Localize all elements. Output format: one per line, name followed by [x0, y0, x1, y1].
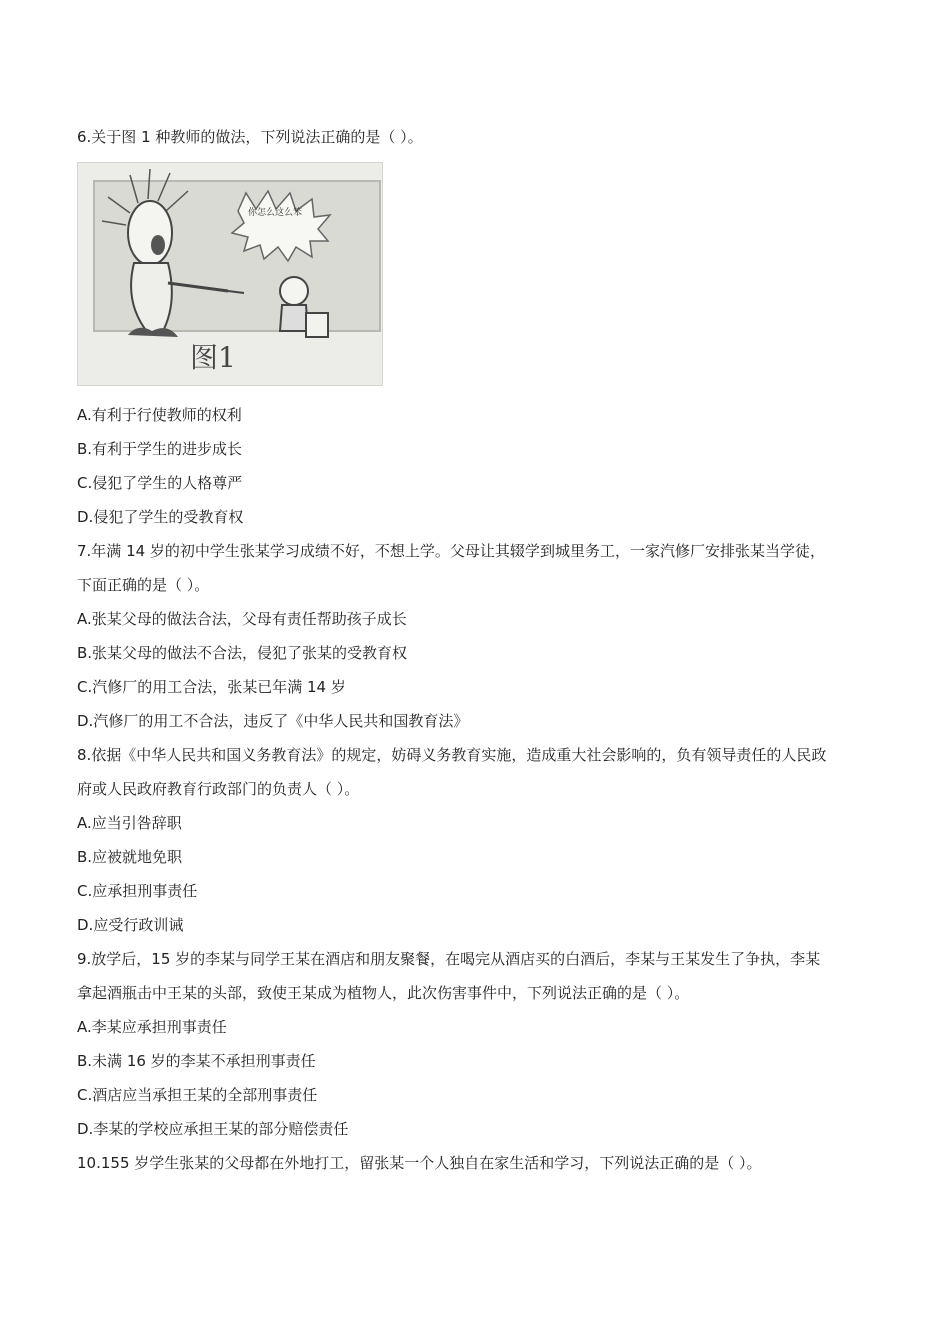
- question-7-stem-line-1: 7.年满 14 岁的初中学生张某学习成绩不好，不想上学。父母让其辍学到城里务工，一家汽修厂安排张某当学徒，: [77, 542, 825, 560]
- question-8-stem-line-2: 府或人民政府教育行政部门的负责人（ ）。: [77, 780, 360, 798]
- question-7-option-c: C.汽修厂的用工合法，张某已年满 14 岁: [77, 678, 346, 696]
- question-8-option-b: B.应被就地免职: [77, 848, 183, 866]
- question-6-stem: 6.关于图 1 种教师的做法，下列说法正确的是（ ）。: [77, 128, 423, 146]
- question-10-stem: 10.155 岁学生张某的父母都在外地打工，留张某一个人独自在家生活和学习，下列说法正确的是（ ）。: [77, 1154, 762, 1172]
- question-7-option-b: B.张某父母的做法不合法，侵犯了张某的受教育权: [77, 644, 408, 662]
- question-list: [77, 120, 887, 1180]
- question-9-stem-line-2: 拿起酒瓶击中王某的头部，致使王某成为植物人，此次伤害事件中，下列说法正确的是（ ）。: [77, 984, 690, 1002]
- question-8-option-d: D.应受行政训诫: [77, 916, 184, 934]
- question-9-option-a: A.李某应承担刑事责任: [77, 1018, 227, 1036]
- question-9-option-d: D.李某的学校应承担王某的部分赔偿责任: [77, 1120, 349, 1138]
- question-6-option-d: D.侵犯了学生的受教育权: [77, 508, 244, 526]
- question-8-option-c: C.应承担刑事责任: [77, 882, 198, 900]
- question-8-option-a: A.应当引咎辞职: [77, 814, 182, 832]
- figure-1-cartoon: [77, 162, 383, 386]
- question-6-option-b: B.有利于学生的进步成长: [77, 440, 243, 458]
- question-6-option-c: C.侵犯了学生的人格尊严: [77, 474, 243, 492]
- figure-caption: 图1: [190, 341, 236, 374]
- speech-bubble-text: 你怎么这么笨: [248, 208, 303, 218]
- question-7-stem-line-2: 下面正确的是（ ）。: [77, 576, 210, 594]
- question-9-option-b: B.未满 16 岁的李某不承担刑事责任: [77, 1052, 316, 1070]
- question-8-stem-line-1: 8.依据《中华人民共和国义务教育法》的规定，妨碍义务教育实施，造成重大社会影响的，负有领导责任的人民政: [77, 746, 827, 764]
- question-7-option-d: D.汽修厂的用工不合法，违反了《中华人民共和国教育法》: [77, 712, 469, 730]
- question-6-option-a: A.有利于行使教师的权利: [77, 406, 242, 424]
- question-9-option-c: C.酒店应当承担王某的全部刑事责任: [77, 1086, 318, 1104]
- question-7-option-a: A.张某父母的做法合法，父母有责任帮助孩子成长: [77, 610, 407, 628]
- question-9-stem-line-1: 9.放学后，15 岁的李某与同学王某在酒店和朋友聚餐，在喝完从酒店买的白酒后，李某与王某发生了争执，李某: [77, 950, 821, 968]
